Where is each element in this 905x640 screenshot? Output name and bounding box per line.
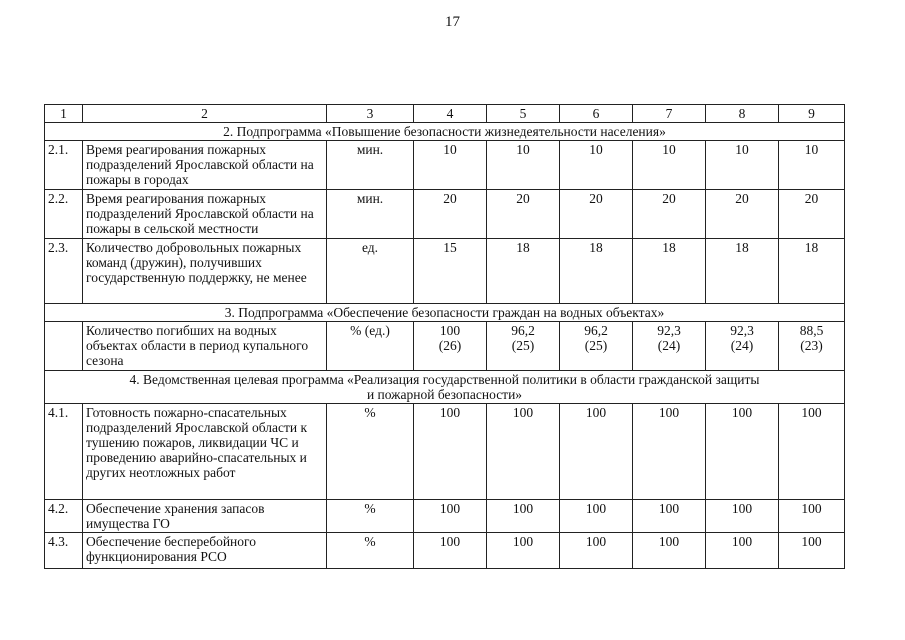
value-cell: 20 — [414, 190, 487, 239]
indicator-name: Время реагирования пожарных подразделений Ярославской области на пожары в сельской местности — [83, 190, 327, 239]
column-number: 1 — [45, 105, 83, 123]
value-cell: 100 — [414, 500, 487, 533]
page-number: 17 — [445, 14, 460, 30]
column-number: 3 — [327, 105, 414, 123]
value-cell — [706, 322, 779, 371]
value-cell — [633, 322, 706, 371]
table-row — [45, 500, 845, 533]
column-number: 9 — [779, 105, 845, 123]
indicator-name: Время реагирования пожарных подразделений Ярославской области на пожары в городах — [83, 141, 327, 190]
value-cell: 100 — [633, 533, 706, 569]
value-cell — [779, 322, 845, 371]
value-main: 92,3 — [730, 323, 754, 338]
value-cell: 100 — [560, 533, 633, 569]
column-number: 8 — [706, 105, 779, 123]
value-cell: 10 — [560, 141, 633, 190]
column-number: 4 — [414, 105, 487, 123]
section-title-line: и пожарной безопасности» — [366, 387, 523, 402]
table-row — [45, 533, 845, 569]
indicator-name: Обеспечение хранения запасов имущества ГО — [83, 500, 327, 533]
value-cell: 100 — [633, 404, 706, 500]
value-cell: 100 — [560, 404, 633, 500]
section-title-line: 4. Ведомственная целевая программа «Реализация государственной политики в области гражданской защиты — [129, 372, 760, 387]
value-cell: 100 — [706, 404, 779, 500]
indicators-table — [44, 104, 845, 569]
unit-cell: ед. — [327, 239, 414, 304]
value-sub: (24) — [657, 338, 681, 353]
table-row — [45, 404, 845, 500]
value-cell: 18 — [560, 239, 633, 304]
unit-cell: мин. — [327, 141, 414, 190]
unit-cell: % — [327, 533, 414, 569]
value-sub: (23) — [800, 338, 823, 353]
section-title: 3. Подпрограмма «Обеспечение безопасности граждан на водных объектах» — [45, 304, 845, 322]
value-sub: (25) — [584, 338, 608, 353]
value-cell — [487, 322, 560, 371]
indicator-name: Количество погибших на водных объектах области в период купального сезона — [83, 322, 327, 371]
value-cell: 18 — [779, 239, 845, 304]
value-cell: 100 — [487, 500, 560, 533]
row-number: 2.3. — [45, 239, 83, 304]
value-cell: 100 — [633, 500, 706, 533]
value-cell: 100 — [706, 500, 779, 533]
value-cell: 15 — [414, 239, 487, 304]
value-cell: 20 — [633, 190, 706, 239]
value-cell: 100 — [487, 404, 560, 500]
table-row — [45, 239, 845, 304]
value-main: 96,2 — [584, 323, 608, 338]
value-cell: 18 — [706, 239, 779, 304]
column-number: 5 — [487, 105, 560, 123]
section-header-row — [45, 304, 845, 322]
table-row — [45, 190, 845, 239]
value-main: 88,5 — [799, 323, 824, 338]
value-cell — [414, 322, 487, 371]
unit-cell: % (ед.) — [327, 322, 414, 371]
row-number: 4.2. — [45, 500, 83, 533]
value-sub: (25) — [511, 338, 535, 353]
value-cell: 20 — [487, 190, 560, 239]
value-main: 100 — [439, 323, 461, 338]
value-cell: 100 — [779, 404, 845, 500]
value-sub: (24) — [730, 338, 754, 353]
value-cell: 18 — [487, 239, 560, 304]
value-cell: 100 — [414, 404, 487, 500]
value-main: 92,3 — [657, 323, 681, 338]
indicator-name: Готовность пожарно-спасательных подразделений Ярославской области к тушению пожаров, ликвидации ЧС и проведению аварийно-спасательных и других неотложных работ — [83, 404, 327, 500]
column-number: 2 — [83, 105, 327, 123]
row-number: 4.1. — [45, 404, 83, 500]
value-cell: 100 — [706, 533, 779, 569]
value-cell: 10 — [633, 141, 706, 190]
unit-cell: % — [327, 500, 414, 533]
unit-cell: % — [327, 404, 414, 500]
column-number: 6 — [560, 105, 633, 123]
value-cell: 100 — [487, 533, 560, 569]
value-cell: 20 — [560, 190, 633, 239]
section-header-row — [45, 123, 845, 141]
row-number: 4.3. — [45, 533, 83, 569]
value-main: 96,2 — [511, 323, 535, 338]
value-cell: 100 — [779, 533, 845, 569]
value-cell: 100 — [779, 500, 845, 533]
value-cell — [560, 322, 633, 371]
value-cell: 10 — [706, 141, 779, 190]
value-cell: 100 — [414, 533, 487, 569]
value-cell: 20 — [706, 190, 779, 239]
indicator-name: Количество добровольных пожарных команд (дружин), получивших государственную поддержку, не менее — [83, 239, 327, 304]
value-cell: 10 — [414, 141, 487, 190]
section-header-row — [45, 371, 845, 404]
table-row — [45, 141, 845, 190]
indicator-name: Обеспечение бесперебойного функционирования РСО — [83, 533, 327, 569]
column-number: 7 — [633, 105, 706, 123]
value-sub: (26) — [438, 338, 462, 353]
value-cell: 18 — [633, 239, 706, 304]
value-cell: 10 — [487, 141, 560, 190]
value-cell: 20 — [779, 190, 845, 239]
table-row — [45, 322, 845, 371]
row-number — [45, 322, 83, 371]
row-number: 2.2. — [45, 190, 83, 239]
value-cell: 100 — [560, 500, 633, 533]
section-title — [45, 371, 845, 404]
column-number-row — [45, 105, 845, 123]
section-title: 2. Подпрограмма «Повышение безопасности жизнедеятельности населения» — [45, 123, 845, 141]
row-number: 2.1. — [45, 141, 83, 190]
value-cell: 10 — [779, 141, 845, 190]
unit-cell: мин. — [327, 190, 414, 239]
